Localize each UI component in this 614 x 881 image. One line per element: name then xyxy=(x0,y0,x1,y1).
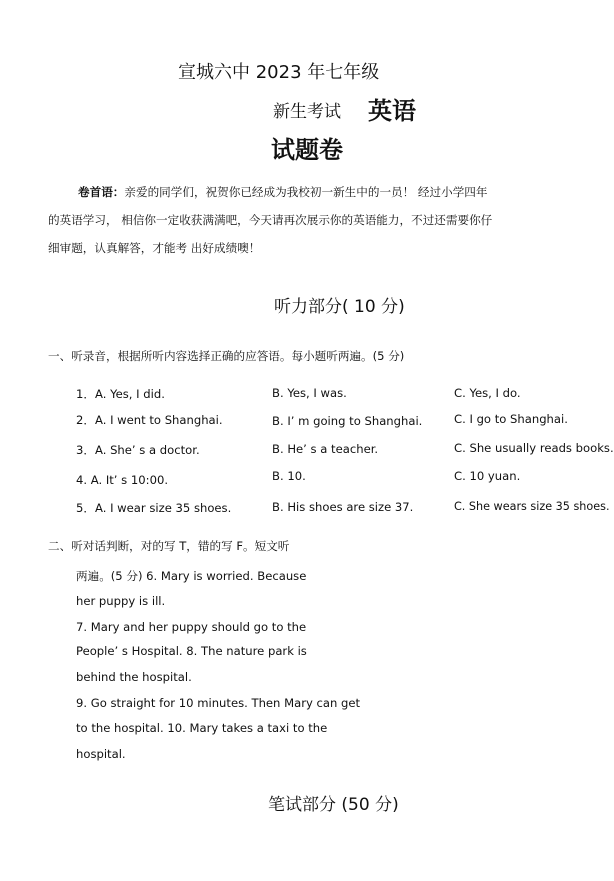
q3-option-b: B. He’ s a teacher. xyxy=(272,442,379,456)
q4-option-c: C. 10 yuan. xyxy=(454,469,521,483)
q5-option-c: C. She wears size 35 shoes. xyxy=(454,500,610,513)
section2-line-3: 7. Mary and her puppy should go to the xyxy=(76,620,307,634)
exam-subject: 英语 xyxy=(368,97,416,125)
q4-option-b: B. 10. xyxy=(272,469,306,483)
q4-option-a: 4. A. It’ s 10:00. xyxy=(76,473,169,487)
q1-option-a: 1．A. Yes, I did. xyxy=(76,387,165,401)
intro-text-1: 亲爱的同学们，祝贺你已经成为我校初一新生中的一员！ 经过小学四年 xyxy=(124,185,488,199)
section2-line-2: her puppy is ill. xyxy=(76,594,166,608)
section1-title: 一、听录音，根据所听内容选择正确的应答语。每小题听两遍。(5 分) xyxy=(48,349,405,363)
section2-line-4: People’ s Hospital. 8. The nature park is xyxy=(76,644,307,658)
exam-paper-title: 试题卷 xyxy=(271,136,343,164)
q5-option-a: 5．A. I wear size 35 shoes. xyxy=(76,501,232,515)
q1-option-b: B. Yes, I was. xyxy=(272,386,347,400)
intro-line-1 xyxy=(78,184,488,200)
q3-option-c: C. She usually reads books. xyxy=(454,441,614,455)
intro-line-3: 细审题，认真解答，才能考 出好成绩噢！ xyxy=(48,241,261,255)
exam-title-line1: 宣城六中 2023 年七年级 xyxy=(178,62,380,83)
q2-option-c: C. I go to Shanghai. xyxy=(454,412,568,426)
writing-section-title: 笔试部分 (50 分) xyxy=(268,795,399,815)
q2-option-a: 2．A. I went to Shanghai. xyxy=(76,413,223,427)
intro-line-2: 的英语学习， 相信你一定收获满满吧，今天请再次展示你的英语能力，不过还需要你仔 xyxy=(48,213,493,227)
q5-option-b: B. His shoes are size 37. xyxy=(272,500,414,514)
section2-line-6: 9. Go straight for 10 minutes. Then Mary can get xyxy=(76,696,361,710)
intro-label: 卷首语： xyxy=(78,185,125,199)
q1-option-c: C. Yes, I do. xyxy=(454,386,521,400)
section2-line-5: behind the hospital. xyxy=(76,670,192,684)
exam-title-line2: 新生考试 xyxy=(273,102,341,122)
q2-option-b: B. I’ m going to Shanghai. xyxy=(272,414,423,428)
section2-line-7: to the hospital. 10. Mary takes a taxi to the xyxy=(76,721,328,735)
section2-title: 二、听对话判断，对的写 T，错的写 F。短文听 xyxy=(48,539,290,553)
section2-line-1: 两遍。(5 分) 6. Mary is worried. Because xyxy=(76,569,307,583)
listening-section-title: 听力部分( 10 分) xyxy=(274,297,405,317)
section2-line-8: hospital. xyxy=(76,747,126,761)
q3-option-a: 3．A. She’ s a doctor. xyxy=(76,443,200,457)
